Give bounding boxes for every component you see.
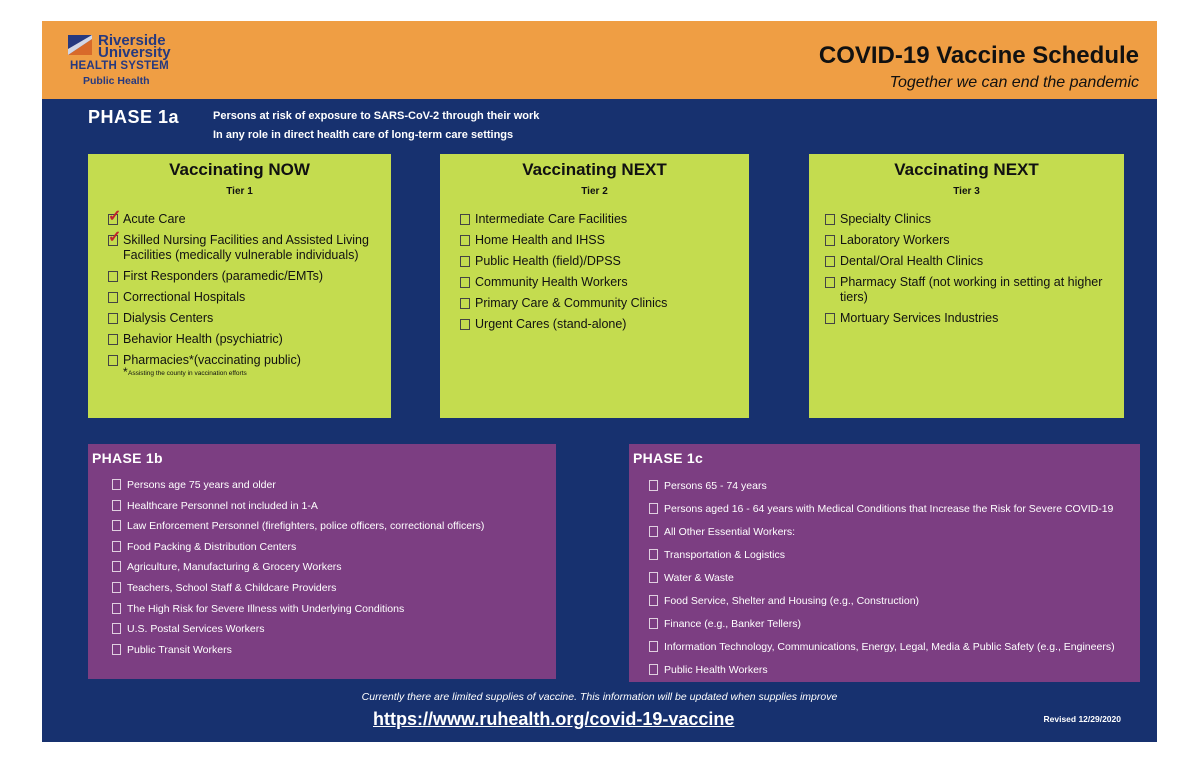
tier-3-heading: Vaccinating NEXT — [894, 160, 1039, 179]
checkbox[interactable] — [649, 618, 658, 629]
phase-1c-list — [649, 480, 1115, 677]
checkbox[interactable] — [108, 229, 122, 246]
page-subtitle: Together we can end the pandemic — [889, 74, 1139, 91]
checkbox[interactable] — [112, 479, 121, 490]
list-item-label: Pharmacies*(vaccinating public) — [123, 353, 301, 367]
checkbox[interactable] — [649, 480, 658, 491]
list-item — [460, 275, 741, 290]
logo-mark-icon — [68, 35, 92, 55]
footnote-text: Assisting the county in vaccination efforts — [128, 370, 247, 377]
list-item — [108, 332, 383, 347]
checkbox[interactable] — [649, 664, 658, 675]
list-item — [112, 561, 484, 574]
phase-1b-list — [112, 479, 484, 657]
list-item-label: Persons 65 - 74 years — [664, 480, 767, 492]
list-item-label: U.S. Postal Services Workers — [127, 623, 265, 636]
list-item-label: Home Health and IHSS — [475, 233, 605, 247]
list-item — [460, 233, 741, 248]
list-item-label: Community Health Workers — [475, 275, 628, 289]
list-item — [825, 254, 1116, 269]
checkbox[interactable] — [112, 603, 121, 614]
list-item-label: Intermediate Care Facilities — [475, 212, 628, 226]
tier-1-label: Tier 1 — [226, 186, 253, 197]
list-item-label: Persons age 75 years and older — [127, 479, 276, 491]
checkbox[interactable] — [649, 503, 658, 514]
checkmark-icon: ✓ — [108, 229, 122, 246]
tier-1-list — [108, 208, 383, 379]
list-item-label: Acute Care — [123, 212, 186, 226]
list-item-label: Dental/Oral Health Clinics — [840, 254, 984, 268]
list-item — [825, 275, 1116, 305]
tier-1-heading: Vaccinating NOW — [169, 160, 310, 179]
page-title: COVID-19 Vaccine Schedule — [818, 42, 1139, 69]
checkbox[interactable] — [108, 271, 118, 282]
list-item — [112, 603, 484, 616]
vaccine-info-link[interactable]: https://www.ruhealth.org/covid-19-vaccine — [373, 709, 735, 729]
list-item — [108, 353, 383, 368]
list-item — [108, 269, 383, 284]
list-item — [649, 618, 1115, 631]
list-item-label: Agriculture, Manufacturing & Grocery Workers — [127, 561, 342, 574]
tier-2-label: Tier 2 — [581, 186, 608, 197]
list-item — [112, 582, 484, 595]
list-item-label: All Other Essential Workers: — [664, 526, 796, 538]
list-item-label: Information Technology, Communications, Energy, Legal, Media & Public Safety (e.g., Engineers) — [664, 641, 1115, 653]
list-item — [112, 644, 484, 657]
list-item — [112, 520, 484, 533]
checkbox[interactable] — [108, 292, 118, 303]
checkmark-icon: ✓ — [108, 208, 122, 225]
list-item — [112, 479, 484, 492]
list-item-label: Dialysis Centers — [123, 311, 214, 325]
phase-1a-label: PHASE 1a — [88, 107, 180, 127]
list-item-label: Behavior Health (psychiatric) — [123, 332, 283, 346]
phase-1c-title: PHASE 1c — [633, 450, 704, 466]
list-item — [460, 254, 741, 269]
checkbox[interactable] — [825, 256, 835, 267]
list-item-label: Laboratory Workers — [840, 233, 950, 247]
checkbox[interactable] — [460, 214, 470, 225]
logo-text-health-system: HEALTH SYSTEM — [70, 60, 169, 72]
list-item — [108, 208, 383, 227]
tier-3-list — [825, 212, 1116, 332]
list-item-label: Healthcare Personnel not included in 1-A — [127, 499, 318, 512]
list-item-label: Public Health Workers — [664, 664, 768, 676]
list-item-label: The High Risk for Severe Illness with Underlying Conditions — [127, 602, 405, 615]
checkbox[interactable] — [460, 256, 470, 267]
checkbox[interactable] — [460, 235, 470, 246]
checkbox[interactable] — [649, 595, 658, 606]
checkbox[interactable] — [112, 561, 121, 572]
checkbox[interactable] — [112, 582, 121, 593]
checkbox[interactable] — [108, 355, 118, 366]
phase-1b-box — [88, 444, 556, 679]
checkbox[interactable] — [825, 313, 835, 324]
list-item-label: Transportation & Logistics — [664, 549, 786, 561]
list-item-label: Finance (e.g., Banker Tellers) — [664, 618, 801, 630]
checkbox[interactable] — [460, 277, 470, 288]
list-item-label: Mortuary Services Industries — [840, 311, 999, 325]
list-item-label: Correctional Hospitals — [123, 290, 246, 304]
checkbox[interactable] — [460, 298, 470, 309]
tier-3-label: Tier 3 — [953, 186, 980, 197]
phase-1b-title: PHASE 1b — [92, 450, 163, 466]
list-item-label: Primary Care & Community Clinics — [475, 296, 668, 310]
checkbox[interactable] — [108, 334, 118, 345]
list-item — [460, 317, 741, 332]
logo-text-public-health: Public Health — [83, 75, 150, 87]
list-item-label: Pharmacy Staff (not working in setting at higher tiers) — [840, 275, 1103, 304]
list-item-label: Urgent Cares (stand-alone) — [475, 317, 627, 331]
list-item-label: Water & Waste — [664, 572, 734, 584]
checkbox[interactable] — [460, 319, 470, 330]
list-item — [112, 623, 484, 636]
phase-1a-desc-line1: Persons at risk of exposure to SARS-CoV-2 through their work — [213, 110, 540, 122]
list-item — [649, 641, 1115, 654]
list-item — [825, 233, 1116, 248]
checkbox[interactable] — [825, 214, 835, 225]
list-item — [112, 500, 484, 513]
checkbox[interactable] — [108, 208, 122, 225]
list-item-label: Law Enforcement Personnel (firefighters, police officers, correctional officers) — [127, 520, 485, 533]
footnote — [108, 365, 383, 379]
checkbox[interactable] — [649, 572, 658, 583]
list-item-label: Public Health (field)/DPSS — [475, 254, 621, 268]
list-item — [649, 503, 1115, 516]
list-item — [649, 526, 1115, 539]
revised-date: Revised 12/29/2020 — [1043, 714, 1121, 724]
phase-1a-description — [213, 107, 539, 145]
list-item-label: Food Packing & Distribution Centers — [127, 540, 297, 553]
asterisk-icon: * — [123, 365, 128, 379]
list-item-label: Skilled Nursing Facilities and Assisted Living Facilities (medically vulnerable individuals) — [123, 233, 369, 262]
list-item — [649, 572, 1115, 585]
checkbox[interactable] — [112, 541, 121, 552]
checkbox[interactable] — [112, 623, 121, 634]
list-item — [649, 549, 1115, 562]
list-item — [649, 664, 1115, 677]
checkbox[interactable] — [112, 520, 121, 531]
list-item-label: Persons aged 16 - 64 years with Medical Conditions that Increase the Risk for Severe COVID-19 — [664, 503, 1114, 515]
list-item — [108, 229, 383, 263]
phase-1c-box — [629, 444, 1140, 682]
list-item-label: Public Transit Workers — [127, 643, 232, 656]
checkbox[interactable] — [825, 235, 835, 246]
checkbox[interactable] — [649, 641, 658, 652]
footer-note: Currently there are limited supplies of vaccine. This information will be updated when supplies improve — [361, 691, 838, 703]
checkbox[interactable] — [108, 313, 118, 324]
list-item — [825, 311, 1116, 326]
checkbox[interactable] — [112, 500, 121, 511]
list-item — [825, 212, 1116, 227]
list-item-label: First Responders (paramedic/EMTs) — [123, 269, 324, 283]
tier-2-heading: Vaccinating NEXT — [522, 160, 667, 179]
checkbox[interactable] — [649, 526, 658, 537]
list-item-label: Food Service, Shelter and Housing (e.g., Construction) — [664, 595, 920, 607]
list-item — [108, 290, 383, 305]
phase-1a-desc-line2: In any role in direct health care of long-term care settings — [213, 129, 514, 141]
list-item-label: Teachers, School Staff & Childcare Providers — [127, 581, 337, 594]
list-item — [460, 212, 741, 227]
list-item — [649, 480, 1115, 493]
vaccine-schedule-poster — [42, 21, 1157, 742]
logo-text-riverside: Riverside — [98, 32, 166, 49]
list-item — [460, 296, 741, 311]
tier-1-box — [88, 154, 391, 418]
ruhs-logo — [68, 33, 198, 93]
list-item-label: Specialty Clinics — [840, 212, 932, 226]
list-item — [649, 595, 1115, 608]
list-item — [112, 541, 484, 554]
checkbox[interactable] — [112, 644, 121, 655]
logo-text-university: University — [98, 44, 171, 61]
tier-2-list — [460, 212, 741, 338]
checkbox[interactable] — [649, 549, 658, 560]
tier-2-box — [440, 154, 749, 418]
tier-3-box — [809, 154, 1124, 418]
checkbox[interactable] — [825, 277, 835, 288]
header-banner — [42, 21, 1157, 99]
list-item — [108, 311, 383, 326]
